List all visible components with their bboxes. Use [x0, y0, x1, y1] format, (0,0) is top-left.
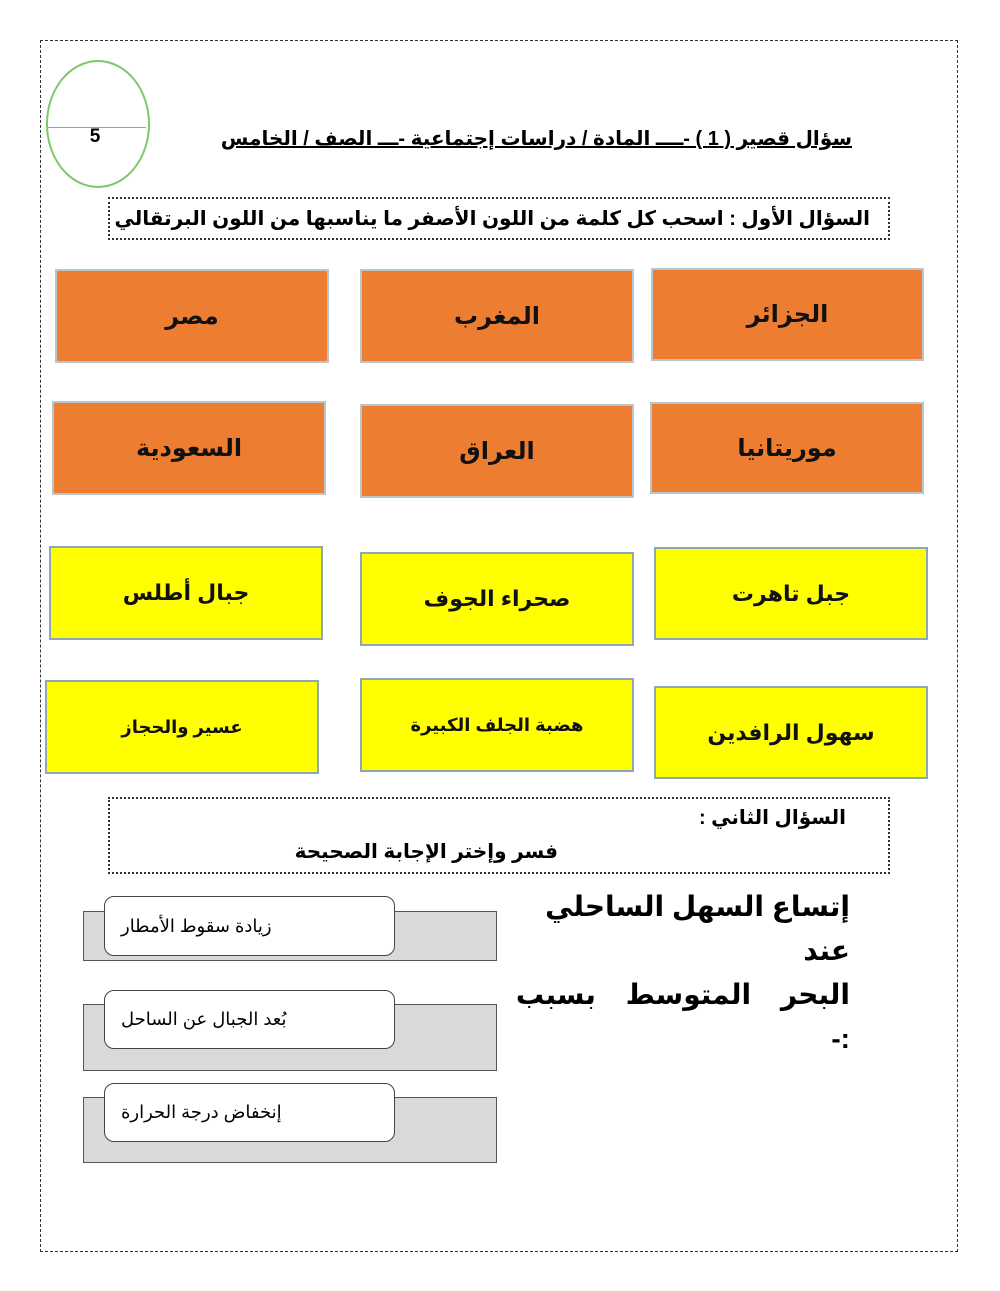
answer-option[interactable]: زيادة سقوط الأمطار	[104, 896, 395, 956]
landform-card[interactable]: جبل تاهرت	[654, 547, 928, 640]
question2-prompt	[500, 885, 850, 1061]
quiz-title: سؤال قصير ( 1 ) -ــــ المادة / دراسات إجتماعية -ـــ الصف / الخامس	[220, 128, 852, 150]
prompt-line-2: البحر المتوسط بسبب :-	[515, 979, 850, 1054]
answer-option[interactable]: إنخفاض درجة الحرارة	[104, 1083, 395, 1142]
landform-card[interactable]: جبال أطلس	[49, 546, 323, 640]
landform-card[interactable]: صحراء الجوف	[360, 552, 634, 646]
question2-header	[108, 797, 890, 874]
prompt-line-1: إتساع السهل الساحلي عند	[545, 891, 850, 966]
country-card[interactable]: الجزائر	[651, 268, 924, 361]
landform-card[interactable]: هضبة الجلف الكبيرة	[360, 678, 634, 772]
landform-card[interactable]: عسير والحجاز	[45, 680, 319, 774]
answer-option[interactable]: بُعد الجبال عن الساحل	[104, 990, 395, 1049]
country-card[interactable]: موريتانيا	[650, 402, 924, 494]
question1-instruction: السؤال الأول : اسحب كل كلمة من اللون الأصفر ما يناسبها من اللون البرتقالي	[108, 197, 890, 240]
score-value: 5	[89, 126, 101, 147]
landform-card[interactable]: سهول الرافدين	[654, 686, 928, 779]
score-circle	[46, 60, 150, 188]
question2-instruction: فسر وإختر الإجابة الصحيحة	[294, 841, 558, 863]
country-card[interactable]: السعودية	[52, 401, 326, 495]
question2-title: السؤال الثاني :	[698, 807, 846, 829]
country-card[interactable]: المغرب	[360, 269, 634, 363]
country-card[interactable]: العراق	[360, 404, 634, 498]
country-card[interactable]: مصر	[55, 269, 329, 363]
